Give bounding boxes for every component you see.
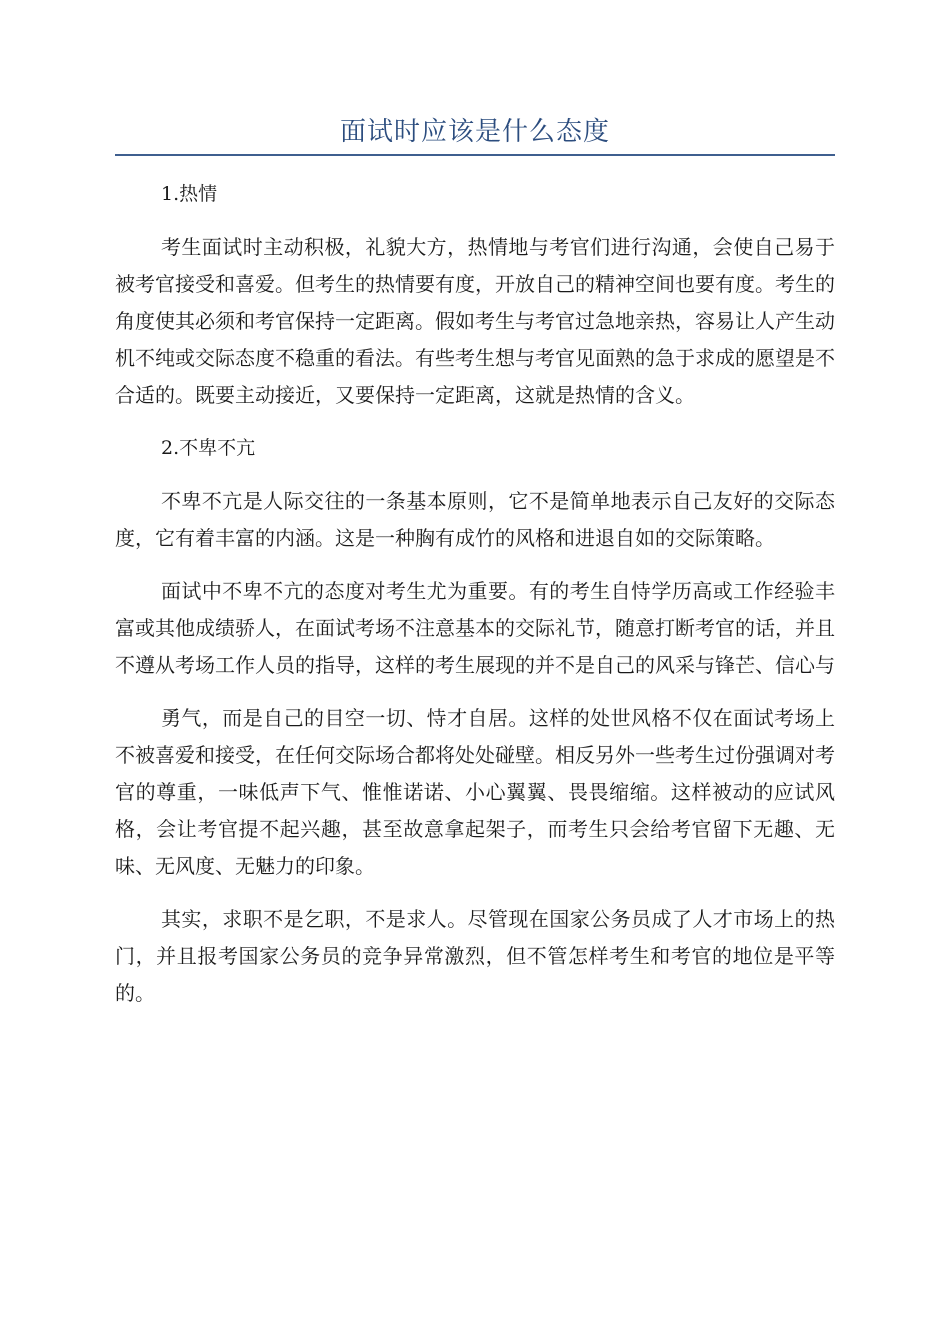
section-heading-enthusiasm: 1.热情 [161,183,218,205]
document-title: 面试时应该是什么态度 [339,117,610,147]
document-body [115,176,835,1028]
paragraph-principle: 不卑不亢是人际交往的一条基本原则，它不是简单地表示自己友好的交际态度，它有着丰富的内涵。这是一种胸有成竹的风格和进退自如的交际策略。 [115,489,835,550]
paragraph-courage: 勇气，而是自己的目空一切、恃才自居。这样的处世风格不仅在面试考场上不被喜爱和接受，在任何交际场合都将处处碰壁。相反另外一些考生过份强调对考官的尊重，一味低声下气、惟惟诺诺、小心翼翼、畏畏缩缩。这样被动的应试风格，会让考官提不起兴趣，甚至故意拿起架子，而考生只会给考官留下无趣、无味、无风度、无魅力的印象。 [115,706,835,878]
paragraph-equality: 其实，求职不是乞职，不是求人。尽管现在国家公务员成了人才市场上的热门，并且报考国家公务员的竞争异常激烈，但不管怎样考生和考官的地位是平等的。 [115,907,835,1005]
title-block [115,112,835,152]
section-heading-neither-humble-nor-arrogant: 2.不卑不亢 [161,437,256,459]
paragraph-importance: 面试中不卑不亢的态度对考生尤为重要。有的考生自恃学历高或工作经验丰富或其他成绩骄人，在面试考场不注意基本的交际礼节，随意打断考官的话，并且不遵从考场工作人员的指导，这样的考生展现的并不是自己的风采与锋芒、信心与 [115,579,835,677]
title-underline [115,154,835,156]
paragraph-enthusiasm: 考生面试时主动积极，礼貌大方，热情地与考官们进行沟通，会使自己易于被考官接受和喜爱。但考生的热情要有度，开放自己的精神空间也要有度。考生的角度使其必须和考官保持一定距离。假如考生与考官过急地亲热，容易让人产生动机不纯或交际态度不稳重的看法。有些考生想与考官见面熟的急于求成的愿望是不合适的。既要主动接近，又要保持一定距离，这就是热情的含义。 [115,235,835,407]
